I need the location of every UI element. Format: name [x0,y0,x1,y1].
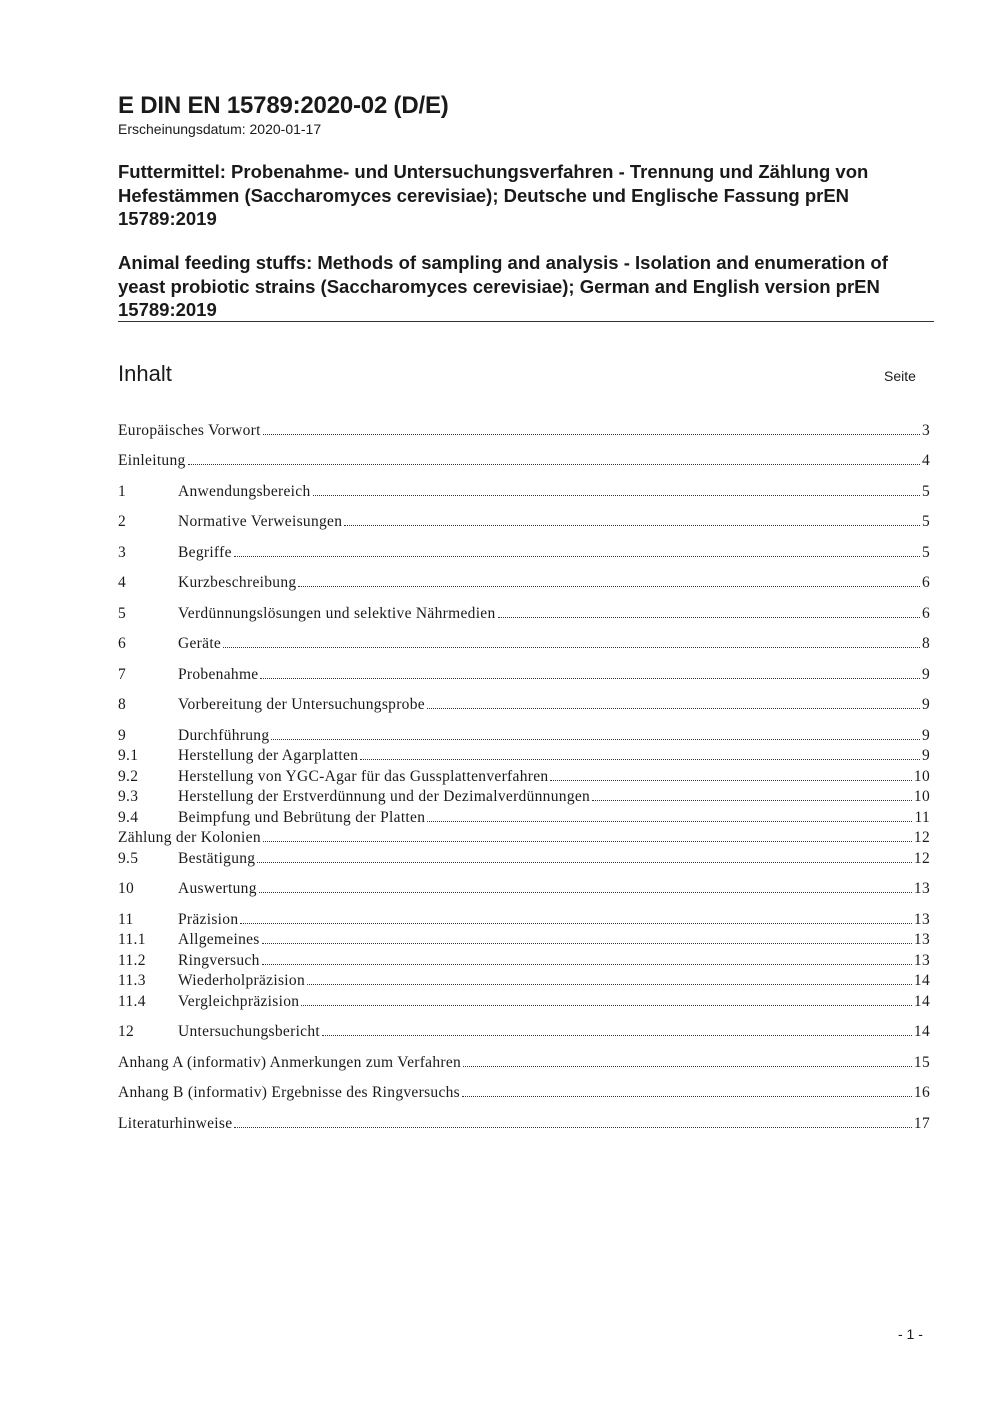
toc-entry-page: 5 [921,513,930,530]
toc-dot-leader [262,964,912,965]
toc-entry-number: 3 [118,544,127,561]
toc-entry-page: 5 [921,483,930,500]
toc-entry-label: Herstellung der Agarplatten [178,747,359,764]
toc-entry-page: 5 [921,544,930,561]
toc-dot-leader [234,556,920,557]
toc-dot-leader [234,1127,911,1128]
toc-entry[interactable] [118,970,930,990]
toc-entry-page: 10 [913,788,930,805]
toc-entry-number: 9.2 [118,768,139,785]
toc-entry-page: 14 [913,1023,930,1040]
toc-entry-page: 4 [921,452,930,469]
toc-entry[interactable] [118,420,930,440]
toc-entry-number: 1 [118,483,127,500]
toc-dot-leader [259,892,912,893]
toc-entry-number: 9.1 [118,747,139,764]
toc-entry-label: Herstellung von YGC-Agar für das Gussplattenverfahren [178,768,549,785]
toc-dot-leader [360,759,920,760]
toc-dot-leader [592,800,912,801]
toc-entry[interactable] [118,450,930,470]
toc-entry[interactable] [118,827,930,847]
toc-dot-leader [498,617,920,618]
toc-entry-label: Herstellung der Erstverdünnung und der Dezimalverdünnungen [178,788,591,805]
toc-entry-label: Bestätigung [178,850,256,867]
toc-dot-leader [307,984,912,985]
toc-entry-page: 13 [913,931,930,948]
toc-entry[interactable] [118,929,930,949]
toc-entry-page: 13 [913,952,930,969]
toc-entry[interactable] [118,848,930,868]
toc-entry[interactable] [118,807,930,827]
toc-entry-page: 13 [913,880,930,897]
toc-entry-label: Anwendungsbereich [178,483,311,500]
toc-entry-number: 2 [118,513,127,530]
toc-entry-page: 12 [913,829,930,846]
page-number: - 1 - [898,1326,923,1342]
toc-entry-label: Probenahme [178,666,259,683]
toc-dot-leader [262,943,912,944]
toc-entry-page: 14 [913,972,930,989]
toc-entry-number: 9.3 [118,788,139,805]
toc-entry-page: 11 [914,809,930,826]
toc-entry-label: Auswertung [178,880,257,897]
toc-dot-leader [301,1005,912,1006]
toc-entry[interactable] [118,542,930,562]
toc-entry-label: Untersuchungsbericht [178,1023,321,1040]
toc-entry-label: Wiederholpräzision [178,972,306,989]
toc-entry-label: Begriffe [178,544,232,561]
toc-entry-page: 13 [913,911,930,928]
toc-dot-leader [427,821,912,822]
toc-entry-number: 9 [118,727,127,744]
toc-entry[interactable] [118,481,930,501]
toc-entry-page: 15 [913,1054,930,1071]
toc-entry[interactable] [118,1082,930,1102]
toc-heading: Inhalt [118,361,172,386]
toc-entry-number: 10 [118,880,135,897]
toc-entry-number: 12 [118,1023,135,1040]
toc-entry-label: Ringversuch [178,952,260,969]
toc-dot-leader [263,841,912,842]
toc-entry-label: Beimpfung und Bebrütung der Platten [178,809,426,826]
toc-entry-label: Kurzbeschreibung [178,574,297,591]
toc-entry[interactable] [118,1113,930,1133]
toc-entry-number: 7 [118,666,127,683]
toc-entry-label: Vorbereitung der Untersuchungsprobe [178,696,425,713]
toc-entry-page: 6 [921,574,930,591]
toc-entry[interactable] [118,633,930,653]
toc-entry-label: Verdünnungslösungen und selektive Nährmedien [178,605,496,622]
toc-entry-number: 11 [118,911,134,928]
toc-entry-page: 9 [921,727,930,744]
toc-entry-label: Normative Verweisungen [178,513,343,530]
toc-entry-page: 6 [921,605,930,622]
toc-entry-label: Geräte [178,635,222,652]
toc-dot-leader [188,464,920,465]
toc-entry-number: 11.2 [118,952,146,969]
toc-entry-number: 5 [118,605,127,622]
toc-entry[interactable] [118,766,930,786]
toc-entry[interactable] [118,991,930,1011]
toc-entry-number: 9.5 [118,850,139,867]
toc-entry[interactable] [118,1021,930,1041]
toc-entry[interactable] [118,1052,930,1072]
toc-entry-label: Einleitung [118,452,186,469]
toc-entry-page: 9 [921,666,930,683]
document-title: E DIN EN 15789:2020-02 (D/E) [118,92,449,119]
toc-entry-label: Allgemeines [178,931,260,948]
toc-entry-page: 14 [913,993,930,1010]
toc-dot-leader [322,1035,912,1036]
toc-dot-leader [463,1066,912,1067]
toc-dot-leader [298,586,920,587]
toc-entry[interactable] [118,909,930,929]
toc-entry-page: 8 [921,635,930,652]
toc-entry[interactable] [118,603,930,623]
toc-entry[interactable] [118,745,930,765]
toc-entry-number: 11.1 [118,931,146,948]
toc-entry-label: Anhang B (informativ) Ergebnisse des Ringversuchs [118,1084,461,1101]
toc-entry-page: 3 [921,422,930,439]
toc-entry-label: Literaturhinweise [118,1115,233,1132]
toc-entry[interactable] [118,511,930,531]
toc-entry-label: Anhang A (informativ) Anmerkungen zum Verfahren [118,1054,462,1071]
toc-dot-leader [550,780,911,781]
toc-dot-leader [240,923,912,924]
toc-entry[interactable] [118,725,930,745]
toc-dot-leader [260,678,919,679]
toc-entry-number: 9.4 [118,809,139,826]
toc-entry-label: Europäisches Vorwort [118,422,261,439]
toc-dot-leader [313,495,920,496]
toc-entry-page: 17 [913,1115,930,1132]
toc-entry-number: 11.4 [118,993,146,1010]
toc-entry-page: 16 [913,1084,930,1101]
toc-entry-label: Vergleichpräzision [178,993,300,1010]
toc-entry[interactable] [118,878,930,898]
toc-dot-leader [223,647,920,648]
toc-entry-number: 6 [118,635,127,652]
toc-entry-label: Durchführung [178,727,270,744]
toc-dot-leader [263,434,920,435]
toc-entry-label: Zählung der Kolonien [118,829,261,846]
heading-german: Futtermittel: Probenahme- und Untersuchungsverfahren - Trennung und Zählung von Hefestämmen (Saccharomyces cerevisiae); Deutsche und Englische Fassung prEN 15789:2019 [118,161,869,229]
toc-entry-number: 8 [118,696,127,713]
toc-entry[interactable] [118,950,930,970]
toc-entry[interactable] [118,572,930,592]
heading-english: Animal feeding stuffs: Methods of sampling and analysis - Isolation and enumeration of yeast probiotic strains (Saccharomyces cerevisiae); German and English version prEN 15789:2019 [118,252,888,320]
toc-entry-label: Präzision [178,911,239,928]
toc-entry[interactable] [118,694,930,714]
toc-entry-number: 4 [118,574,127,591]
toc-dot-leader [344,525,920,526]
header-divider [118,321,934,322]
toc-entry[interactable] [118,664,930,684]
toc-page-label: Seite [884,368,916,384]
toc-entry-number: 11.3 [118,972,146,989]
toc-entry-page: 9 [921,747,930,764]
publication-date: Erscheinungsdatum: 2020-01-17 [118,121,322,137]
toc-dot-leader [271,739,920,740]
toc-dot-leader [427,708,920,709]
toc-entry[interactable] [118,786,930,806]
toc-entry-page: 12 [913,850,930,867]
toc-dot-leader [257,862,912,863]
toc-entry-page: 9 [921,696,930,713]
toc-dot-leader [462,1096,912,1097]
toc-entry-page: 10 [913,768,930,785]
